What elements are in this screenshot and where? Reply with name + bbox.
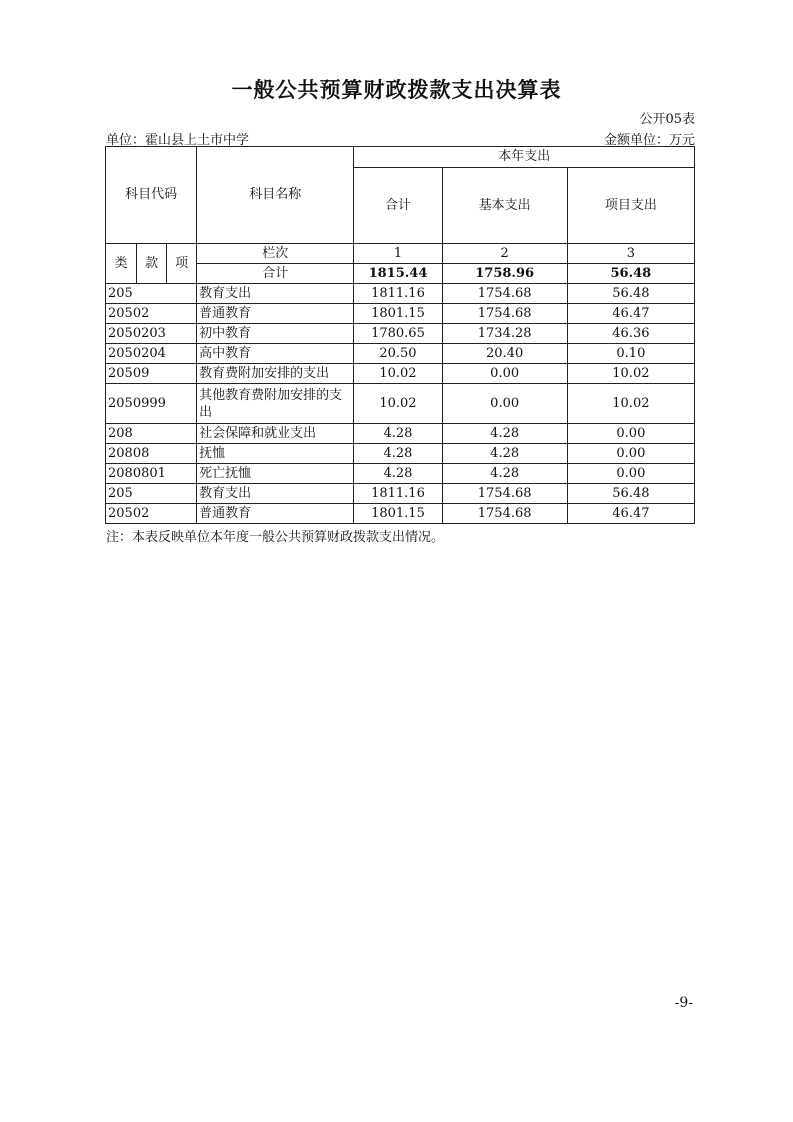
row-total: 1811.16 bbox=[354, 284, 442, 304]
row-basic: 1754.68 bbox=[442, 504, 567, 524]
header-kuan: 款 bbox=[137, 244, 167, 284]
table-row bbox=[106, 384, 695, 424]
page-number: -9- bbox=[674, 995, 693, 1011]
column-index-label: 栏次 bbox=[197, 244, 354, 264]
table-row bbox=[106, 324, 695, 344]
total-label: 合计 bbox=[197, 264, 354, 284]
row-code: 2050204 bbox=[106, 344, 197, 364]
header-project: 项目支出 bbox=[567, 168, 694, 244]
row-project: 46.47 bbox=[567, 504, 694, 524]
table-row bbox=[106, 284, 695, 304]
table-row bbox=[106, 364, 695, 384]
row-code: 205 bbox=[106, 284, 197, 304]
row-basic: 1754.68 bbox=[442, 304, 567, 324]
row-name: 教育支出 bbox=[197, 284, 354, 304]
row-code: 205 bbox=[106, 484, 197, 504]
row-project: 46.36 bbox=[567, 324, 694, 344]
row-basic: 1734.28 bbox=[442, 324, 567, 344]
table-row bbox=[106, 444, 695, 464]
table-row bbox=[106, 504, 695, 524]
row-total: 20.50 bbox=[354, 344, 442, 364]
row-name: 普通教育 bbox=[197, 304, 354, 324]
header-name: 科目名称 bbox=[197, 147, 354, 244]
row-total: 1780.65 bbox=[354, 324, 442, 344]
row-name: 死亡抚恤 bbox=[197, 464, 354, 484]
page-title: 一般公共预算财政拨款支出决算表 bbox=[231, 78, 562, 102]
form-number: 公开05表 bbox=[639, 112, 695, 127]
row-name: 高中教育 bbox=[197, 344, 354, 364]
column-index-2: 2 bbox=[442, 244, 567, 264]
row-basic: 0.00 bbox=[442, 364, 567, 384]
header-total: 合计 bbox=[354, 168, 442, 244]
header-xiang: 项 bbox=[167, 244, 197, 284]
table-row bbox=[106, 424, 695, 444]
row-total: 1811.16 bbox=[354, 484, 442, 504]
header-basic: 基本支出 bbox=[442, 168, 567, 244]
row-project: 10.02 bbox=[567, 364, 694, 384]
row-project: 56.48 bbox=[567, 284, 694, 304]
row-total: 1801.15 bbox=[354, 504, 442, 524]
total-value: 1815.44 bbox=[354, 264, 442, 284]
row-total: 4.28 bbox=[354, 424, 442, 444]
row-basic: 4.28 bbox=[442, 444, 567, 464]
row-project: 0.10 bbox=[567, 344, 694, 364]
row-basic: 20.40 bbox=[442, 344, 567, 364]
table-row bbox=[106, 344, 695, 364]
row-project: 0.00 bbox=[567, 464, 694, 484]
row-project: 0.00 bbox=[567, 444, 694, 464]
row-basic: 1754.68 bbox=[442, 284, 567, 304]
row-name: 社会保障和就业支出 bbox=[197, 424, 354, 444]
header-group: 本年支出 bbox=[354, 147, 695, 168]
unit-label: 单位：霍山县上土市中学 bbox=[106, 133, 250, 148]
header-lei: 类 bbox=[106, 244, 137, 284]
basic-value: 1758.96 bbox=[442, 264, 567, 284]
row-basic: 4.28 bbox=[442, 424, 567, 444]
expenditure-table bbox=[105, 146, 695, 524]
row-basic: 1754.68 bbox=[442, 484, 567, 504]
row-code: 208 bbox=[106, 424, 197, 444]
project-value: 56.48 bbox=[567, 264, 694, 284]
row-total: 10.02 bbox=[354, 364, 442, 384]
column-index-1: 1 bbox=[354, 244, 442, 264]
row-code: 2050203 bbox=[106, 324, 197, 344]
row-project: 10.02 bbox=[567, 384, 694, 424]
row-code: 20502 bbox=[106, 304, 197, 324]
row-code: 20509 bbox=[106, 364, 197, 384]
row-name: 教育支出 bbox=[197, 484, 354, 504]
row-name: 抚恤 bbox=[197, 444, 354, 464]
row-name: 初中教育 bbox=[197, 324, 354, 344]
row-total: 10.02 bbox=[354, 384, 442, 424]
row-code: 20808 bbox=[106, 444, 197, 464]
header-code: 科目代码 bbox=[106, 147, 197, 244]
row-basic: 0.00 bbox=[442, 384, 567, 424]
row-project: 46.47 bbox=[567, 304, 694, 324]
table-note: 注：本表反映单位本年度一般公共预算财政拨款支出情况。 bbox=[106, 530, 445, 545]
row-code: 2080801 bbox=[106, 464, 197, 484]
row-code: 2050999 bbox=[106, 384, 197, 424]
table-row bbox=[106, 464, 695, 484]
row-project: 56.48 bbox=[567, 484, 694, 504]
amount-unit-label: 金额单位：万元 bbox=[603, 133, 695, 148]
row-name: 普通教育 bbox=[197, 504, 354, 524]
row-total: 4.28 bbox=[354, 464, 442, 484]
table-row bbox=[106, 484, 695, 504]
row-name: 其他教育费附加安排的支出 bbox=[197, 384, 354, 424]
table-row bbox=[106, 304, 695, 324]
row-total: 4.28 bbox=[354, 444, 442, 464]
row-total: 1801.15 bbox=[354, 304, 442, 324]
row-project: 0.00 bbox=[567, 424, 694, 444]
column-index-3: 3 bbox=[567, 244, 694, 264]
row-basic: 4.28 bbox=[442, 464, 567, 484]
row-name: 教育费附加安排的支出 bbox=[197, 364, 354, 384]
row-code: 20502 bbox=[106, 504, 197, 524]
